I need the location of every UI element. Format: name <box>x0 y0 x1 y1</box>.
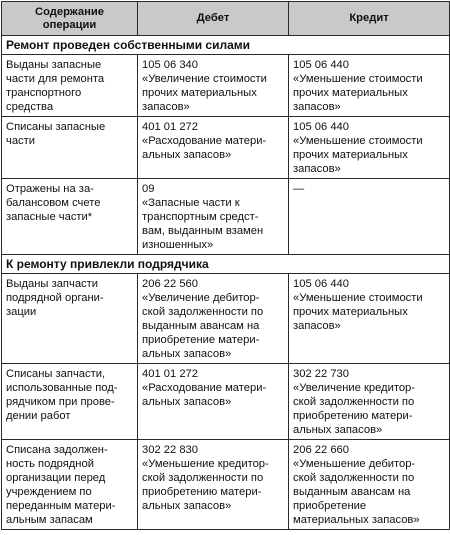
table-header <box>2 2 450 36</box>
credit-cell: — <box>289 179 450 255</box>
table-row <box>2 440 450 530</box>
table-row <box>2 179 450 255</box>
table-row <box>2 274 450 364</box>
table-row <box>2 55 450 117</box>
section-row <box>2 36 450 55</box>
debit-cell: 09 «Запасные части к транспортным средст- вам, выданным взамен изношенных» <box>138 179 289 255</box>
operation-cell: Выданы запчасти подрядной органи- зации <box>2 274 138 364</box>
debit-cell: 401 01 272 «Расходование матери- альных запасов» <box>138 117 289 179</box>
debit-cell: 206 22 560 «Увеличение дебитор- ской задолженности по выданным авансам на приобретение матери- альных запасов» <box>138 274 289 364</box>
table-row <box>2 364 450 440</box>
operation-cell: Списаны запчасти, использованные под- рядчиком при прове- дении работ <box>2 364 138 440</box>
operation-cell: Списана задолжен- ность подрядной организации перед учреждением по переданным матери- альным запасам <box>2 440 138 530</box>
section-row <box>2 255 450 274</box>
section-title-contractor: К ремонту привлекли подрядчика <box>2 255 450 274</box>
header-row <box>2 2 450 36</box>
operation-cell: Выданы запасные части для ремонта транспортного средства <box>2 55 138 117</box>
table-body <box>2 36 450 530</box>
credit-cell: 105 06 440 «Уменьшение стоимости прочих материальных запасов» <box>289 55 450 117</box>
credit-cell: 105 06 440 «Уменьшение стоимости прочих материальных запасов» <box>289 274 450 364</box>
debit-cell: 105 06 340 «Увеличение стоимости прочих материальных запасов» <box>138 55 289 117</box>
section-title-own-repair: Ремонт проведен собственными силами <box>2 36 450 55</box>
header-operation: Содержание операции <box>2 2 138 36</box>
accounting-entries-table <box>1 1 450 530</box>
table-row <box>2 117 450 179</box>
operation-cell: Списаны запасные части <box>2 117 138 179</box>
header-credit: Кредит <box>289 2 450 36</box>
credit-cell: 105 06 440 «Уменьшение стоимости прочих материальных запасов» <box>289 117 450 179</box>
debit-cell: 302 22 830 «Уменьшение кредитор- ской задолженности по приобретению матери- альных запасов» <box>138 440 289 530</box>
credit-cell: 206 22 660 «Уменьшение дебитор- ской задолженности по выданным авансам на приобретение материальных запасов» <box>289 440 450 530</box>
operation-cell: Отражены на за- балансовом счете запасные части* <box>2 179 138 255</box>
credit-cell: 302 22 730 «Увеличение кредитор- ской задолженности по приобретению матери- альных запасов» <box>289 364 450 440</box>
debit-cell: 401 01 272 «Расходование матери- альных запасов» <box>138 364 289 440</box>
header-debit: Дебет <box>138 2 289 36</box>
